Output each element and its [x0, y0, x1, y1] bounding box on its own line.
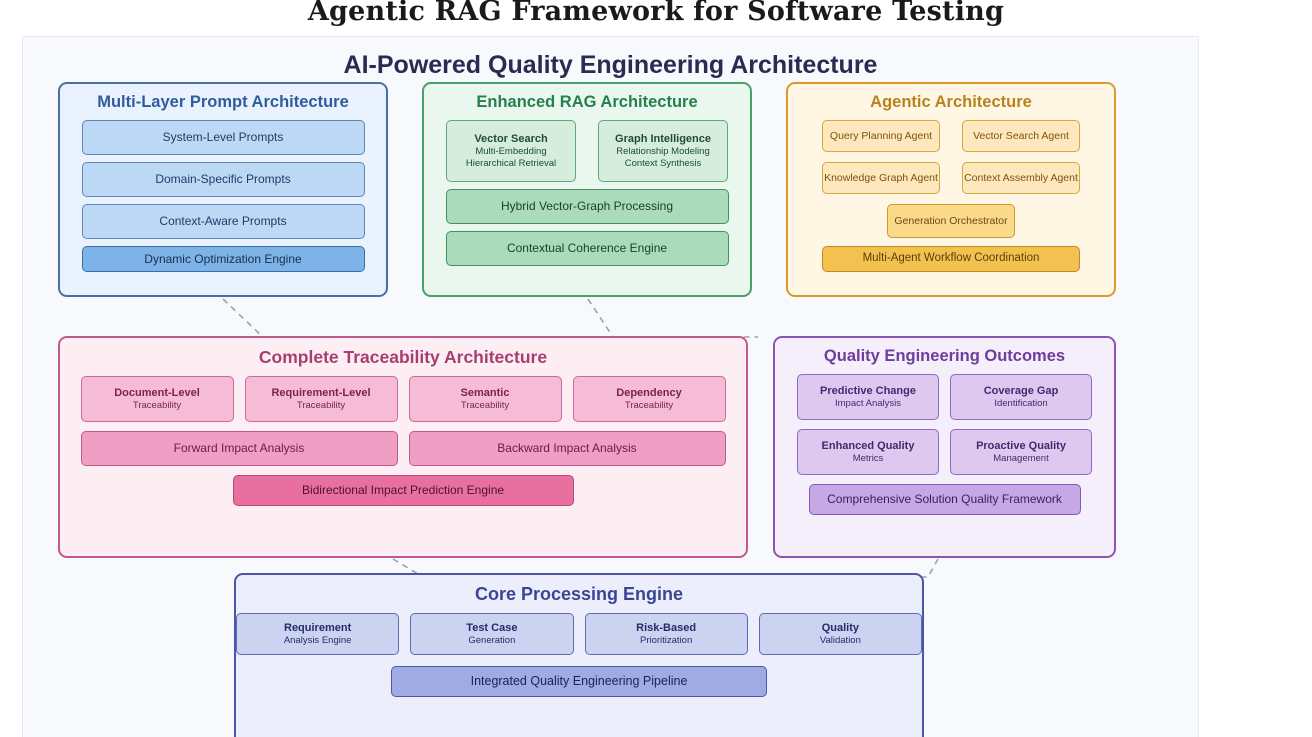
- box-label: Backward Impact Analysis: [497, 441, 637, 456]
- box-risk-based-prioritization[interactable]: [585, 613, 748, 655]
- panel-complete-traceability-architecture[interactable]: [58, 336, 748, 558]
- box-title: Dependency: [616, 386, 682, 399]
- box-subtitle: Validation: [819, 634, 861, 646]
- box-label: Dynamic Optimization Engine: [144, 251, 302, 266]
- box-title: Enhanced Quality: [821, 439, 915, 452]
- box-contextual-coherence-engine[interactable]: [446, 231, 729, 266]
- box-title: Requirement-Level: [271, 386, 371, 399]
- page-title: Agentic RAG Framework for Software Testing: [307, 0, 1005, 27]
- box-label: Bidirectional Impact Prediction Engine: [301, 483, 505, 498]
- box-test-case-generation[interactable]: [410, 613, 573, 655]
- box-subtitle: Traceability: [460, 399, 510, 411]
- box-subtitle: Traceability: [132, 399, 182, 411]
- box-subtitle: Management: [993, 452, 1049, 464]
- box-integrated-quality-engineering-pipeline[interactable]: [391, 666, 767, 697]
- outcomes-row-2: [775, 429, 1114, 475]
- box-label: System-Level Prompts: [162, 130, 284, 145]
- box-title: Proactive Quality: [976, 439, 1066, 452]
- box-document-level-traceability[interactable]: [81, 376, 234, 422]
- box-label: Hybrid Vector-Graph Processing: [500, 199, 674, 214]
- box-domain-specific-prompts[interactable]: [82, 162, 365, 197]
- box-title: Vector Search: [474, 133, 548, 146]
- box-label: Domain-Specific Prompts: [155, 172, 291, 187]
- outcomes-row-1: [775, 374, 1114, 420]
- box-title: Predictive Change: [820, 384, 916, 397]
- box-context-aware-prompts[interactable]: [82, 204, 365, 239]
- box-subtitle-2: Context Synthesis: [624, 157, 702, 169]
- box-title: Quality: [821, 621, 860, 634]
- box-label: Generation Orchestrator: [894, 214, 1008, 227]
- box-requirement-level-traceability[interactable]: [245, 376, 398, 422]
- panel-agentic-architecture[interactable]: [786, 82, 1116, 297]
- box-vector-search-agent[interactable]: [962, 120, 1080, 152]
- box-knowledge-graph-agent[interactable]: [822, 162, 940, 194]
- panel-title-prompt: Multi-Layer Prompt Architecture: [97, 93, 349, 111]
- box-hybrid-vector-graph-processing[interactable]: [446, 189, 729, 224]
- box-bidirectional-impact-prediction-engine[interactable]: [233, 475, 574, 506]
- core-row-1: [236, 613, 922, 655]
- traceability-row-2: [60, 431, 746, 466]
- panel-title-outcomes: Quality Engineering Outcomes: [823, 347, 1066, 365]
- box-system-level-prompts[interactable]: [82, 120, 365, 155]
- panel-quality-engineering-outcomes[interactable]: [773, 336, 1116, 558]
- box-label: Comprehensive Solution Quality Framework: [827, 492, 1062, 507]
- panel-core-processing-engine[interactable]: [234, 573, 924, 737]
- box-enhanced-quality-metrics[interactable]: [797, 429, 939, 475]
- panel-title-agentic: Agentic Architecture: [870, 93, 1032, 111]
- box-generation-orchestrator[interactable]: [887, 204, 1015, 238]
- box-forward-impact-analysis[interactable]: [81, 431, 398, 466]
- box-subtitle-1: Relationship Modeling: [616, 146, 710, 158]
- box-requirement-analysis-engine[interactable]: [236, 613, 399, 655]
- box-title: Requirement: [284, 621, 352, 634]
- traceability-row-1: [60, 376, 746, 422]
- box-title: Coverage Gap: [983, 384, 1059, 397]
- box-subtitle: Identification: [994, 397, 1048, 409]
- box-dynamic-optimization-engine[interactable]: [82, 246, 365, 272]
- box-backward-impact-analysis[interactable]: [409, 431, 726, 466]
- panel-title-traceability: Complete Traceability Architecture: [258, 347, 548, 367]
- agentic-row-2: [788, 162, 1114, 194]
- box-label: Context Assembly Agent: [964, 171, 1078, 184]
- box-title: Graph Intelligence: [615, 133, 711, 146]
- box-subtitle: Traceability: [296, 399, 346, 411]
- box-label: Knowledge Graph Agent: [824, 171, 938, 184]
- box-dependency-traceability[interactable]: [573, 376, 726, 422]
- box-label: Contextual Coherence Engine: [506, 241, 668, 256]
- box-multi-agent-workflow-coordination[interactable]: [822, 246, 1080, 272]
- box-subtitle: Generation: [468, 634, 516, 646]
- panel-enhanced-rag-architecture[interactable]: [422, 82, 752, 297]
- box-vector-search[interactable]: [446, 120, 576, 182]
- panel-multi-layer-prompt-architecture[interactable]: [58, 82, 388, 297]
- box-graph-intelligence[interactable]: [598, 120, 728, 182]
- box-label: Integrated Quality Engineering Pipeline: [470, 674, 688, 688]
- box-coverage-gap-identification[interactable]: [950, 374, 1092, 420]
- panel-title-rag: Enhanced RAG Architecture: [476, 93, 698, 111]
- box-query-planning-agent[interactable]: [822, 120, 940, 152]
- box-label: Forward Impact Analysis: [173, 441, 305, 456]
- box-semantic-traceability[interactable]: [409, 376, 562, 422]
- box-title: Risk-Based: [636, 621, 697, 634]
- box-quality-validation[interactable]: [759, 613, 922, 655]
- box-title: Document-Level: [114, 386, 200, 399]
- box-context-assembly-agent[interactable]: [962, 162, 1080, 194]
- box-comprehensive-solution-quality-framework[interactable]: [809, 484, 1081, 515]
- box-subtitle: Metrics: [852, 452, 884, 464]
- box-subtitle: Impact Analysis: [835, 397, 901, 409]
- box-predictive-change-impact-analysis[interactable]: [797, 374, 939, 420]
- agentic-row-1: [788, 120, 1114, 152]
- box-subtitle-1: Multi-Embedding: [475, 146, 547, 158]
- box-label: Vector Search Agent: [973, 129, 1069, 142]
- panel-title-core: Core Processing Engine: [474, 584, 684, 604]
- box-label: Multi-Agent Workflow Coordination: [862, 252, 1040, 265]
- box-subtitle-2: Hierarchical Retrieval: [465, 157, 557, 169]
- box-proactive-quality-management[interactable]: [950, 429, 1092, 475]
- box-title: Semantic: [460, 386, 510, 399]
- box-label: Context-Aware Prompts: [159, 214, 287, 229]
- main-heading: AI-Powered Quality Engineering Architecture: [343, 51, 878, 79]
- box-subtitle: Analysis Engine: [283, 634, 352, 646]
- box-title: Test Case: [466, 621, 518, 634]
- box-label: Query Planning Agent: [829, 129, 933, 142]
- rag-top-row: [424, 120, 750, 182]
- box-subtitle: Traceability: [624, 399, 674, 411]
- box-subtitle: Prioritization: [639, 634, 693, 646]
